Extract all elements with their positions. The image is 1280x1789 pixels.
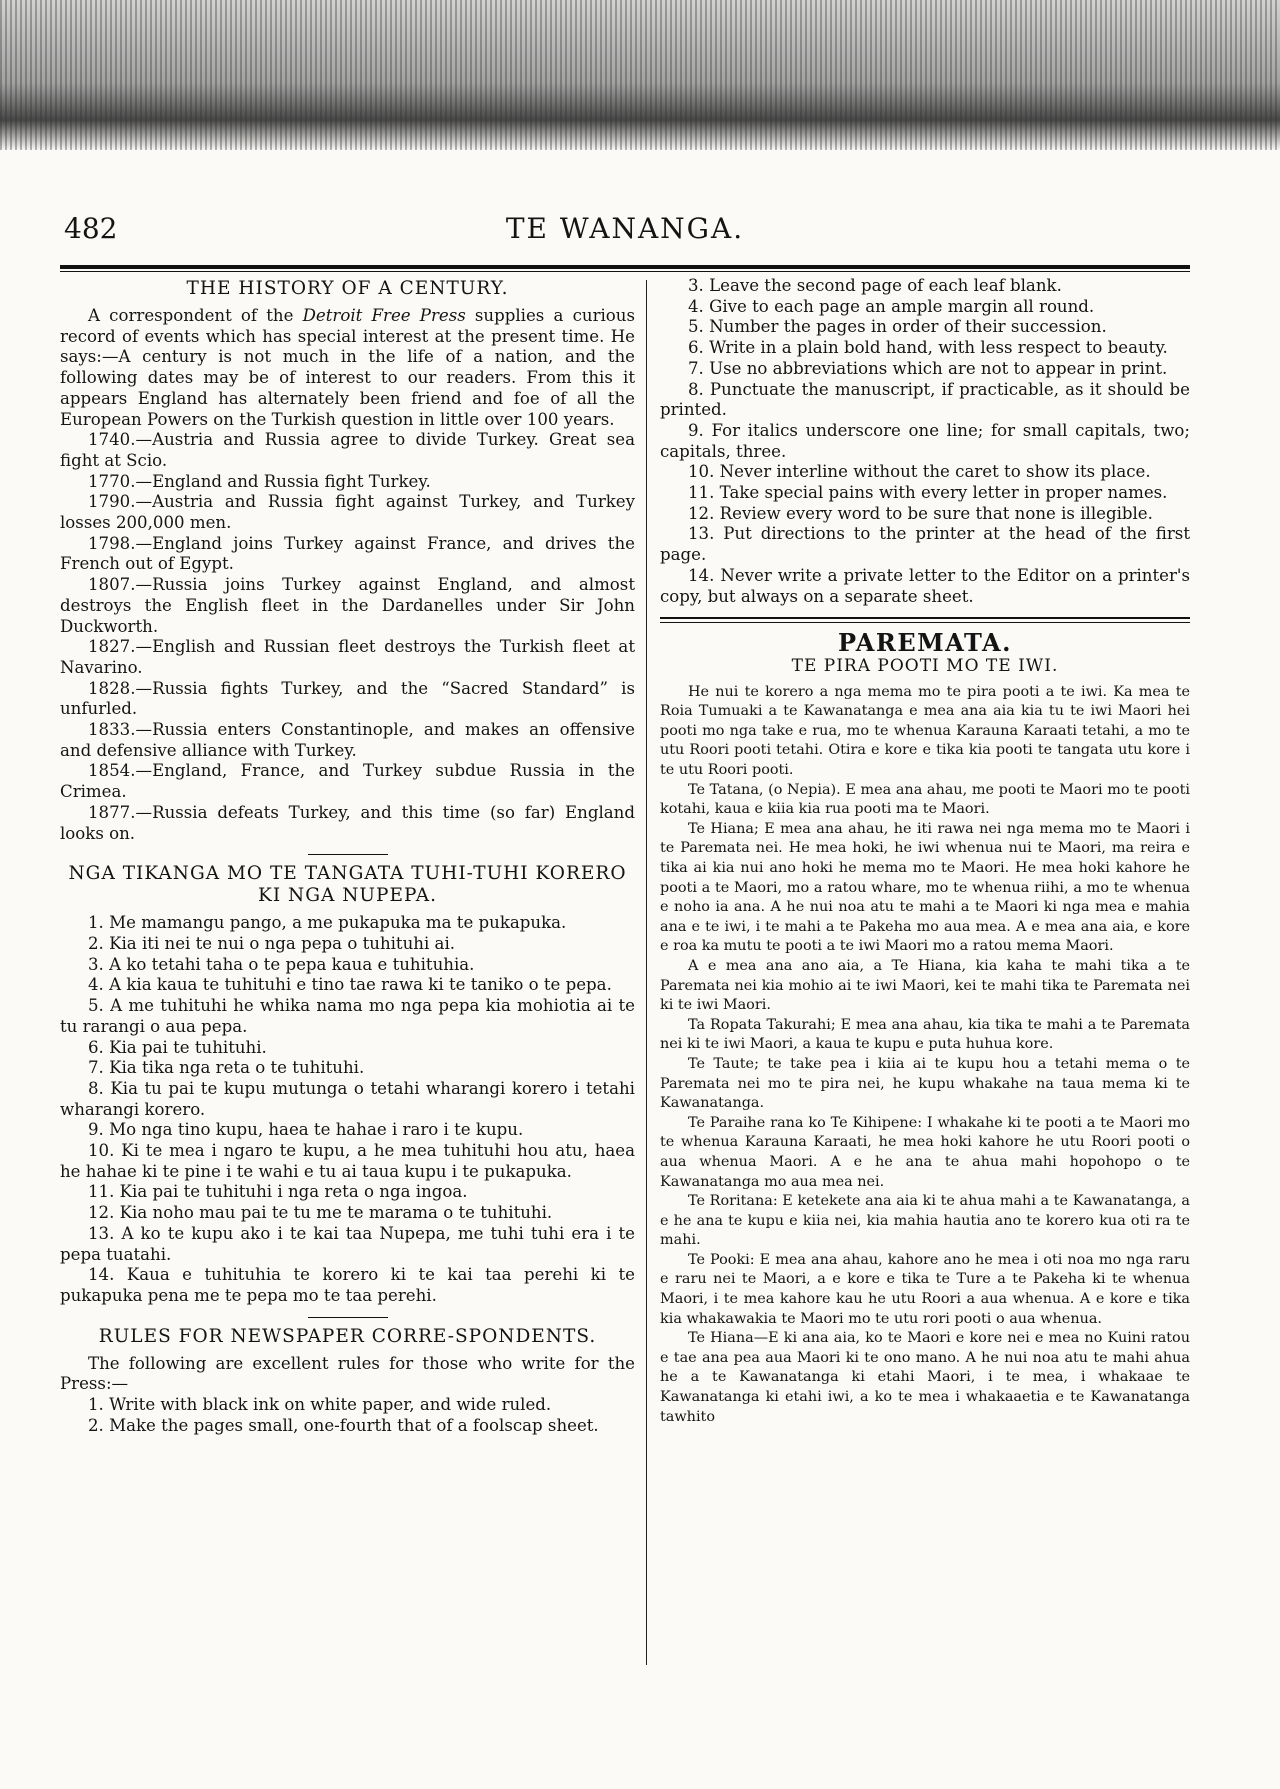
history-entry: 1807.—Russia joins Turkey against England, and almost destroys the English fleet in the Dardanelles under Sir John Duckworth. (60, 575, 635, 636)
tikanga-item: 12. Kia noho mau pai te tu me te marama o te tuhituhi. (88, 1203, 553, 1223)
tikanga-item: 4. A kia kaua te tuhituhi e tino tae rawa ki te taniko o te pepa. (88, 975, 612, 995)
history-entry: 1854.—England, France, and Turkey subdue Russia in the Crimea. (60, 761, 635, 802)
paremata-subtitle: TE PIRA POOTI MO TE IWI. (791, 655, 1059, 676)
tikanga-item: 14. Kaua e tuhituhia te korero ki te kai taa perehi ki te pukapuka pena me te pepa mo te taa perehi. (60, 1265, 635, 1305)
rules-item: 8. Punctuate the manuscript, if practicable, as it should be printed. (660, 379, 1190, 420)
paremata-paragraph: Te Paraihe rana ko Te Kihipene: I whakahe ki te pooti a te Maori mo te whenua Karauna Karaati, he mea hoki kahore he utu Roori pooti o aua whenua Maori. A e he ana te ahua mahi hopohopo o te Kawanatanga mo aua mea nei. (660, 1114, 1190, 1190)
rules-intro: The following are excellent rules for those who write for the Press:— (60, 1353, 635, 1394)
rules-item: 10. Never interline without the caret to show its place. (688, 462, 1151, 482)
rules-item: 7. Use no abbreviations which are not to appear in print. (688, 358, 1168, 378)
section-double-rule (660, 617, 1190, 623)
paremata-body (660, 683, 1190, 1428)
rules-title: RULES FOR NEWSPAPER CORRE-SPONDENTS. (98, 1325, 597, 1347)
section-divider (308, 854, 388, 855)
rules-item: 9. For italics underscore one line; for small capitals, two; capitals, three. (660, 420, 1190, 461)
history-entries (60, 430, 635, 844)
rules-item: 1. Write with black ink on white paper, and wide ruled. (88, 1395, 552, 1415)
history-entry: 1770.—England and Russia fight Turkey. (88, 471, 431, 491)
history-entry: 1798.—England joins Turkey against France, and drives the French out of Egypt. (60, 533, 635, 574)
tikanga-item: 8. Kia tu pai te kupu mutunga o tetahi wharangi korero i tetahi wharangi korero. (60, 1078, 635, 1119)
history-entry: 1827.—English and Russian fleet destroys the Turkish fleet at Navarino. (60, 637, 635, 677)
rules-item: 4. Give to each page an ample margin all round. (688, 296, 1095, 316)
rules-item: 5. Number the pages in order of their succession. (688, 317, 1107, 337)
tikanga-item: 1. Me mamangu pango, a me pukapuka ma te pukapuka. (88, 913, 567, 933)
paremata-paragraph: Te Hiana—E ki ana aia, ko te Maori e kore nei e mea no Kuini ratou e tae ana pea aua Maori ki te ono mano. A he nui noa atu te mahi ahua he a te Kawanatanga ki etahi Maori, i te mea, i whakaae te Kawanatanga ki etahi iwi, a ko te mea i whakaaetia e te Kawanatanga tawhito (660, 1330, 1190, 1425)
newspaper-name: Detroit Free Press (302, 306, 466, 325)
paremata-paragraph: Te Taute; te take pea i kiia ai te kupu hou a tetahi mema o te Paremata nei mo te pira nei, he kupu whakahe na taua mema ki te Kawanatanga. (660, 1055, 1190, 1112)
section-divider (308, 1317, 388, 1318)
rules-item: 3. Leave the second page of each leaf blank. (688, 276, 1062, 295)
tikanga-title: NGA TIKANGA MO TE TANGATA TUHI-TUHI KORERO KI NGA NUPEPA. (68, 863, 627, 907)
rules-list-continued (660, 276, 1190, 607)
masthead-title: TE WANANGA. (505, 212, 745, 245)
tikanga-item: 2. Kia iti nei te nui o nga pepa o tuhituhi ai. (88, 933, 456, 953)
history-entry: 1740.—Austria and Russia agree to divide Turkey. Great sea fight at Scio. (60, 430, 635, 470)
left-column (60, 276, 635, 1436)
rules-item: 11. Take special pains with every letter in proper names. (688, 483, 1168, 503)
paremata-paragraph: He nui te korero a nga mema mo te pira pooti a te iwi. Ka mea te Roia Tumuaki a te Kawanatanga e mea ana aia kia tu te iwi Maori hei pooti mo nga take e rua, mo te whenua Karauna Karaati tetahi, a mo te utu Roori pooti tetahi. Otira e kore e tika kia pooti te tangata utu kore i te utu Roori pooti. (660, 683, 1190, 779)
rules-item: 6. Write in a plain bold hand, with less respect to beauty. (688, 338, 1168, 358)
paremata-paragraph: Te Hiana; E mea ana ahau, he iti rawa nei nga mema mo te Maori i te Paremata nei. He mea hoki, he iwi whenua nui te Maori, ma reira e tika ai kia nui ano hoki he mema mo te Maori. He mea hoki kahore he pooti a te Maori, mo a ratou whare, mo te whenua riihi, a mo te whenua e noho ia ana. A he nui noa atu te mahi a te Maori ki nga mea e mahia ana e te iwi, i te mahi a te Pakeha mo aua mea. A e mea ana aia, e kore e roa ka mutu te pooti a te iwi Maori mo a ratou mema Maori. (660, 820, 1190, 955)
tikanga-item: 5. A me tuhituhi he whika nama mo nga pepa kia mohiotia ai te tu rarangi o aua pepa. (60, 996, 635, 1036)
paremata-paragraph: Te Tatana, (o Nepia). E mea ana ahau, me pooti te Maori mo te pooti kotahi, kaua e kiia kia rua pooti ma te Maori. (660, 781, 1190, 818)
history-entry: 1790.—Austria and Russia fight against Turkey, and Turkey losses 200,000 men. (60, 492, 635, 533)
history-entry: 1828.—Russia fights Turkey, and the “Sacred Standard” is unfurled. (60, 678, 635, 719)
history-intro: A correspondent of the Detroit Free Press supplies a curious record of events which has special interest at the present time. He says:—A century is not much in the life of a nation, and the following dates may be of interest to our readers. From this it appears England has alternately been friend and foe of all the European Powers on the Turkish question in little over 100 years. (60, 306, 635, 429)
tikanga-item: 10. Ki te mea i ngaro te kupu, a he mea tuhituhi hou atu, haea he hahae ki te pine i te wahi e tu ai taua kupu i te pukapuka. (60, 1141, 635, 1181)
header-rule (60, 265, 1190, 269)
tikanga-item: 3. A ko tetahi taha o te pepa kaua e tuhituhia. (88, 954, 475, 974)
history-title: THE HISTORY OF A CENTURY. (186, 278, 509, 299)
tikanga-item: 7. Kia tika nga reta o te tuhituhi. (88, 1058, 365, 1078)
tikanga-item: 11. Kia pai te tuhituhi i nga reta o nga ingoa. (88, 1182, 468, 1202)
tikanga-list (60, 913, 635, 1306)
tikanga-item: 13. A ko te kupu ako i te kai taa Nupepa, me tuhi tuhi era i te pepa tuatahi. (60, 1223, 635, 1264)
tikanga-item: 9. Mo nga tino kupu, haea te hahae i raro i te kupu. (88, 1120, 524, 1140)
paremata-paragraph: A e mea ana ano aia, a Te Hiana, kia kaha te mahi tika a te Paremata nei kia mohio ai te iwi Maori, kei te mahi tika te Paremata nei ki te iwi Maori. (660, 957, 1190, 1014)
header-rule-thin (60, 271, 1190, 272)
scan-top-margin (0, 0, 1280, 150)
paremata-paragraph: Te Roritana: E ketekete ana aia ki te ahua mahi a te Kawanatanga, a e he ana te kupu e kiia nei, kia mahia hautia ano te korero kua oti ra te mahi. (660, 1193, 1190, 1249)
paremata-title: PAREMATA. (837, 628, 1013, 658)
rules-item: 14. Never write a private letter to the Editor on a printer's copy, but always on a separate sheet. (660, 565, 1190, 606)
rules-item: 13. Put directions to the printer at the head of the first page. (660, 524, 1190, 565)
history-entry: 1877.—Russia defeats Turkey, and this time (so far) England looks on. (60, 802, 635, 843)
right-column (660, 276, 1190, 1427)
rules-item: 12. Review every word to be sure that none is illegible. (688, 503, 1153, 523)
tikanga-item: 6. Kia pai te tuhituhi. (88, 1037, 267, 1057)
rules-item: 2. Make the pages small, one-fourth that of a foolscap sheet. (88, 1415, 599, 1435)
page-number: 482 (64, 212, 118, 245)
paremata-paragraph: Ta Ropata Takurahi; E mea ana ahau, kia tika te mahi a te Paremata nei ki te iwi Maori, a kaua te kupu e puta huhua kore. (660, 1016, 1190, 1053)
paremata-paragraph: Te Pooki: E mea ana ahau, kahore ano he mea i oti noa mo nga raru e raru nei te Maori, a e kore e tika te Ture a te Pakeha ki te whenua Maori, i te mea kahore kau he utu Roori a aua whenua. A e kore e tika kia whakawakia te Maori mo te utu rori pooti o aua whenua. (660, 1251, 1190, 1327)
history-entry: 1833.—Russia enters Constantinople, and makes an offensive and defensive alliance with Turkey. (60, 720, 635, 760)
column-divider (646, 280, 647, 1665)
page-header (60, 212, 1190, 252)
